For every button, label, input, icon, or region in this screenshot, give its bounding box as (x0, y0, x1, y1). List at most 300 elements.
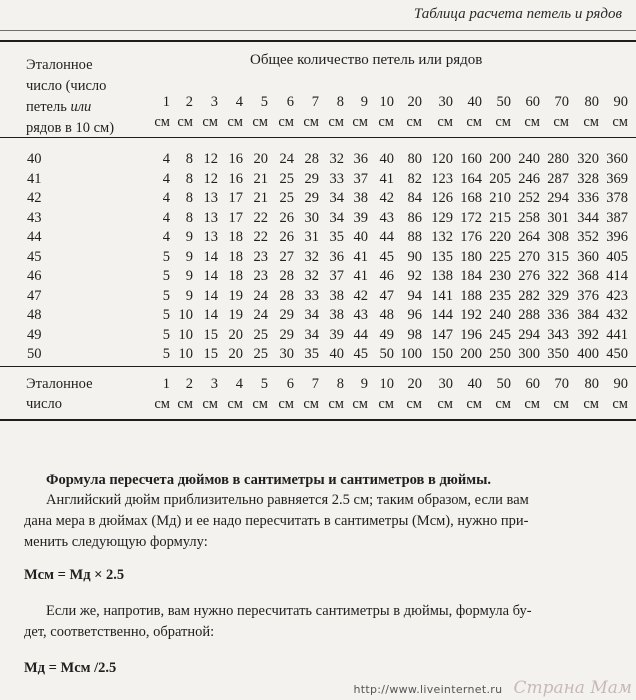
column-number: 8 (336, 94, 344, 110)
table-cell: 90 (407, 248, 422, 265)
column-number: 6 (286, 376, 294, 392)
table-cell: 84 (407, 190, 422, 206)
table-cell: 240 (489, 307, 511, 323)
table-cell: 19 (228, 287, 243, 304)
table-cell: 294 (547, 190, 569, 206)
table-cell: 180 (460, 248, 482, 265)
row-label: 41 (27, 170, 42, 187)
table-cell: 24 (253, 287, 268, 304)
table-cell: 29 (304, 190, 319, 206)
table-row (0, 325, 636, 345)
table-cell: 400 (577, 346, 599, 362)
table-cell: 92 (407, 268, 422, 284)
table-cell: 21 (253, 170, 268, 187)
row-label: 40 (27, 151, 42, 167)
column-unit: см (495, 114, 511, 130)
column-number: 9 (360, 376, 368, 392)
table-cell: 8 (185, 209, 193, 226)
row-label: 43 (27, 209, 42, 226)
table-cell: 14 (203, 268, 218, 284)
column-unit: см (495, 396, 511, 412)
table-row (0, 188, 636, 208)
row-label: 47 (27, 287, 42, 304)
column-unit: см (202, 396, 218, 412)
table-cell: 26 (279, 209, 294, 226)
table-cell: 252 (518, 190, 540, 206)
reference-caption-line3: петель или (26, 99, 92, 115)
table-bottom-rule (0, 419, 636, 421)
table-cell: 22 (253, 229, 268, 245)
table-cell: 38 (329, 287, 344, 304)
table-cell: 5 (162, 268, 170, 284)
column-unit: см (524, 114, 540, 130)
table-cell: 246 (518, 170, 540, 187)
table-cell: 336 (577, 190, 599, 206)
table-cell: 441 (606, 326, 628, 343)
table-row (0, 247, 636, 267)
running-title: Таблица расчета петель и рядов (413, 6, 622, 22)
table-cell: 13 (203, 209, 218, 226)
header-bottom-rule (0, 137, 636, 138)
table-cell: 4 (162, 190, 170, 206)
table-cell: 135 (431, 248, 453, 265)
table-cell: 41 (379, 170, 394, 187)
row-label: 42 (27, 190, 42, 206)
column-unit-row-top (0, 112, 636, 132)
table-cell: 352 (577, 229, 599, 245)
table-cell: 150 (431, 346, 453, 362)
row-label: 45 (27, 248, 42, 265)
table-cell: 376 (577, 287, 599, 304)
row-label: 50 (27, 346, 42, 362)
table-cell: 94 (407, 287, 422, 304)
table-cell: 48 (379, 307, 394, 323)
table-cell: 230 (489, 268, 511, 284)
table-cell: 16 (228, 151, 243, 167)
table-cell: 33 (329, 170, 344, 187)
table-cell: 215 (489, 209, 511, 226)
table-cell: 4 (162, 151, 170, 167)
paragraph-1-line3: менить следующую формулу: (24, 534, 208, 550)
column-unit: см (553, 396, 569, 412)
table-cell: 25 (279, 190, 294, 206)
table-cell: 264 (518, 229, 540, 245)
column-number: 1 (162, 376, 170, 392)
table-cell: 294 (518, 326, 540, 343)
table-cell: 17 (228, 209, 243, 226)
table-cell: 40 (379, 151, 394, 167)
table-cell: 4 (162, 170, 170, 187)
column-number: 30 (438, 376, 453, 392)
table-cell: 80 (407, 151, 422, 167)
header-rule (0, 30, 636, 31)
table-cell: 88 (407, 229, 422, 245)
table-cell: 350 (547, 346, 569, 362)
table-cell: 12 (203, 170, 218, 187)
table-cell: 126 (431, 190, 453, 206)
columns-caption: Общее количество петель или рядов (250, 52, 483, 68)
bottom-reference-label-line2: число (26, 396, 62, 412)
table-row (0, 344, 636, 364)
table-cell: 9 (185, 229, 193, 245)
row-label: 44 (27, 229, 42, 245)
table-cell: 235 (489, 287, 511, 304)
conversion-paragraph-1 (24, 490, 624, 553)
table-cell: 360 (606, 151, 628, 167)
table-cell: 36 (329, 248, 344, 265)
table-cell: 200 (489, 151, 511, 167)
table-cell: 28 (279, 268, 294, 284)
column-number: 20 (407, 94, 422, 110)
column-number: 50 (496, 376, 511, 392)
table-cell: 176 (460, 229, 482, 245)
table-cell: 220 (489, 229, 511, 245)
column-unit: см (227, 396, 243, 412)
column-number: 20 (407, 376, 422, 392)
column-unit: см (406, 114, 422, 130)
column-unit-row-bottom (0, 394, 636, 414)
table-cell: 40 (353, 229, 368, 245)
table-cell: 369 (606, 170, 628, 187)
table-cell: 280 (547, 151, 569, 167)
column-number: 3 (210, 94, 218, 110)
column-number: 40 (467, 94, 482, 110)
table-cell: 129 (431, 209, 453, 226)
column-unit: см (524, 396, 540, 412)
table-cell: 301 (547, 209, 569, 226)
table-cell: 288 (518, 307, 540, 323)
table-cell: 35 (304, 346, 319, 362)
table-cell: 141 (431, 287, 453, 304)
row-label: 48 (27, 307, 42, 323)
table-cell: 34 (304, 307, 319, 323)
table-cell: 42 (379, 190, 394, 206)
table-cell: 12 (203, 151, 218, 167)
table-cell: 28 (279, 287, 294, 304)
table-cell: 147 (431, 326, 453, 343)
column-unit: см (583, 114, 599, 130)
table-cell: 8 (185, 190, 193, 206)
table-cell: 22 (253, 209, 268, 226)
table-cell: 35 (329, 229, 344, 245)
column-number: 60 (525, 376, 540, 392)
column-unit: см (202, 114, 218, 130)
table-cell: 9 (185, 287, 193, 304)
table-cell: 41 (353, 248, 368, 265)
paragraph-2-line1: Если же, напротив, вам нужно пересчитать сантиметры в дюймы, формула бу- (46, 603, 532, 619)
table-cell: 188 (460, 287, 482, 304)
table-cell: 16 (228, 170, 243, 187)
paragraph-2-line2: дет, соответственно, обратной: (24, 624, 215, 640)
column-unit: см (466, 396, 482, 412)
column-unit: см (406, 396, 422, 412)
table-cell: 392 (577, 326, 599, 343)
column-unit: см (278, 396, 294, 412)
table-cell: 43 (353, 307, 368, 323)
column-unit: см (466, 114, 482, 130)
table-cell: 4 (162, 229, 170, 245)
table-cell: 196 (460, 326, 482, 343)
table-cell: 132 (431, 229, 453, 245)
table-cell: 98 (407, 326, 422, 343)
row-label: 49 (27, 326, 42, 343)
table-cell: 21 (253, 190, 268, 206)
table-cell: 282 (518, 287, 540, 304)
table-cell: 300 (518, 346, 540, 362)
table-cell: 14 (203, 307, 218, 323)
table-cell: 47 (379, 287, 394, 304)
table-cell: 30 (304, 209, 319, 226)
column-number: 7 (311, 376, 319, 392)
table-cell: 33 (304, 287, 319, 304)
column-number: 90 (613, 376, 628, 392)
table-cell: 5 (162, 326, 170, 343)
table-cell: 192 (460, 307, 482, 323)
table-cell: 38 (329, 307, 344, 323)
table-cell: 120 (431, 151, 453, 167)
column-unit: см (378, 114, 394, 130)
bottom-reference-label-line1: Эталонное (26, 376, 93, 392)
table-cell: 24 (253, 307, 268, 323)
table-cell: 144 (431, 307, 453, 323)
table-cell: 44 (353, 326, 368, 343)
table-cell: 20 (228, 326, 243, 343)
column-number: 60 (525, 94, 540, 110)
column-number: 5 (260, 94, 268, 110)
paragraph-1-line1: Английский дюйм приблизительно равняется 2.5 см; таким образом, если вам (46, 492, 529, 508)
table-cell: 184 (460, 268, 482, 284)
column-number: 80 (584, 376, 599, 392)
table-cell: 384 (577, 307, 599, 323)
table-cell: 30 (279, 346, 294, 362)
column-unit: см (278, 114, 294, 130)
column-unit: см (303, 114, 319, 130)
column-unit: см (177, 114, 193, 130)
column-unit: см (352, 114, 368, 130)
table-cell: 27 (279, 248, 294, 265)
column-unit: см (437, 114, 453, 130)
column-unit: см (352, 396, 368, 412)
table-cell: 96 (407, 307, 422, 323)
table-cell: 25 (279, 170, 294, 187)
table-cell: 450 (606, 346, 628, 362)
table-cell: 225 (489, 248, 511, 265)
table-cell: 23 (253, 268, 268, 284)
column-number: 30 (438, 94, 453, 110)
table-cell: 276 (518, 268, 540, 284)
table-cell: 8 (185, 170, 193, 187)
table-cell: 360 (577, 248, 599, 265)
column-number: 10 (379, 94, 394, 110)
table-cell: 336 (547, 307, 569, 323)
table-cell: 320 (577, 151, 599, 167)
table-cell: 322 (547, 268, 569, 284)
column-number: 4 (235, 376, 243, 392)
table-cell: 31 (304, 229, 319, 245)
column-unit: см (328, 114, 344, 130)
column-number: 1 (162, 94, 170, 110)
column-number: 9 (360, 94, 368, 110)
table-cell: 8 (185, 151, 193, 167)
table-cell: 414 (606, 268, 628, 284)
table-cell: 32 (304, 268, 319, 284)
table-cell: 46 (379, 268, 394, 284)
table-cell: 13 (203, 190, 218, 206)
table-cell: 50 (379, 346, 394, 362)
table-cell: 37 (353, 170, 368, 187)
reference-caption-line2: число (число (26, 78, 107, 94)
conversion-paragraph-2 (24, 601, 624, 643)
table-cell: 42 (353, 287, 368, 304)
table-cell: 10 (178, 346, 193, 362)
formula-inches-to-cm: Мсм = Мд × 2.5 (24, 567, 125, 583)
column-number: 10 (379, 376, 394, 392)
column-number: 70 (554, 94, 569, 110)
table-cell: 29 (279, 307, 294, 323)
column-number: 6 (286, 94, 294, 110)
table-cell: 20 (253, 151, 268, 167)
table-cell: 44 (379, 229, 394, 245)
column-unit: см (328, 396, 344, 412)
column-unit: см (227, 114, 243, 130)
table-cell: 200 (460, 346, 482, 362)
column-number: 80 (584, 94, 599, 110)
table-cell: 5 (162, 248, 170, 265)
table-row (0, 208, 636, 228)
column-number: 2 (185, 376, 193, 392)
table-cell: 32 (304, 248, 319, 265)
table-cell: 138 (431, 268, 453, 284)
table-cell: 43 (379, 209, 394, 226)
formula-cm-to-inches: Мд = Мсм /2.5 (24, 660, 117, 676)
table-cell: 432 (606, 307, 628, 323)
column-number: 5 (260, 376, 268, 392)
table-cell: 49 (379, 326, 394, 343)
table-cell: 423 (606, 287, 628, 304)
column-number: 40 (467, 376, 482, 392)
column-number: 8 (336, 376, 344, 392)
column-number: 50 (496, 94, 511, 110)
table-cell: 37 (329, 268, 344, 284)
table-cell: 34 (329, 190, 344, 206)
table-cell: 18 (228, 268, 243, 284)
table-cell: 10 (178, 307, 193, 323)
table-cell: 86 (407, 209, 422, 226)
table-cell: 328 (577, 170, 599, 187)
table-cell: 15 (203, 346, 218, 362)
table-cell: 5 (162, 346, 170, 362)
table-cell: 396 (606, 229, 628, 245)
table-cell: 343 (547, 326, 569, 343)
table-cell: 378 (606, 190, 628, 206)
table-row (0, 305, 636, 325)
column-unit: см (303, 396, 319, 412)
column-number: 4 (235, 94, 243, 110)
table-cell: 205 (489, 170, 511, 187)
body-bottom-rule (0, 366, 636, 367)
column-unit: см (378, 396, 394, 412)
table-cell: 38 (353, 190, 368, 206)
table-cell: 240 (518, 151, 540, 167)
column-number: 2 (185, 94, 193, 110)
table-cell: 250 (489, 346, 511, 362)
column-number-row-bottom (0, 374, 636, 394)
table-cell: 10 (178, 326, 193, 343)
table-cell: 24 (279, 151, 294, 167)
table-cell: 18 (228, 229, 243, 245)
table-cell: 13 (203, 229, 218, 245)
table-cell: 45 (353, 346, 368, 362)
table-cell: 20 (228, 346, 243, 362)
table-cell: 4 (162, 209, 170, 226)
table-cell: 270 (518, 248, 540, 265)
table-cell: 160 (460, 151, 482, 167)
column-unit: см (177, 396, 193, 412)
table-cell: 258 (518, 209, 540, 226)
table-row (0, 169, 636, 189)
table-cell: 34 (329, 209, 344, 226)
column-unit: см (252, 114, 268, 130)
table-cell: 45 (379, 248, 394, 265)
column-number: 7 (311, 94, 319, 110)
table-cell: 41 (353, 268, 368, 284)
table-cell: 308 (547, 229, 569, 245)
table-cell: 344 (577, 209, 599, 226)
table-cell: 26 (279, 229, 294, 245)
table-row (0, 149, 636, 169)
table-cell: 23 (253, 248, 268, 265)
table-cell: 168 (460, 190, 482, 206)
table-cell: 32 (329, 151, 344, 167)
column-unit: см (154, 396, 170, 412)
table-cell: 25 (253, 346, 268, 362)
table-cell: 18 (228, 248, 243, 265)
table-cell: 39 (329, 326, 344, 343)
table-cell: 245 (489, 326, 511, 343)
table-cell: 19 (228, 307, 243, 323)
table-cell: 29 (279, 326, 294, 343)
table-cell: 5 (162, 307, 170, 323)
formula-section-title: Формула пересчета дюймов в сантиметры и сантиметров в дюймы. (46, 472, 492, 488)
site-watermark (354, 678, 632, 698)
table-cell: 39 (353, 209, 368, 226)
table-cell: 28 (304, 151, 319, 167)
table-cell: 5 (162, 287, 170, 304)
table-cell: 82 (407, 170, 422, 187)
table-cell: 315 (547, 248, 569, 265)
table-cell: 100 (400, 346, 422, 362)
column-unit: см (553, 114, 569, 130)
column-unit: см (583, 396, 599, 412)
table-cell: 9 (185, 268, 193, 284)
table-row (0, 266, 636, 286)
table-cell: 14 (203, 287, 218, 304)
table-row (0, 227, 636, 247)
table-cell: 405 (606, 248, 628, 265)
column-unit: см (154, 114, 170, 130)
table-cell: 164 (460, 170, 482, 187)
table-cell: 29 (304, 170, 319, 187)
column-number-row-top (0, 92, 636, 112)
table-cell: 387 (606, 209, 628, 226)
watermark-url: http://www.liveinternet.ru (353, 683, 503, 696)
table-cell: 172 (460, 209, 482, 226)
column-number: 90 (613, 94, 628, 110)
column-number: 70 (554, 376, 569, 392)
table-row (0, 286, 636, 306)
row-label: 46 (27, 268, 42, 284)
table-cell: 210 (489, 190, 511, 206)
